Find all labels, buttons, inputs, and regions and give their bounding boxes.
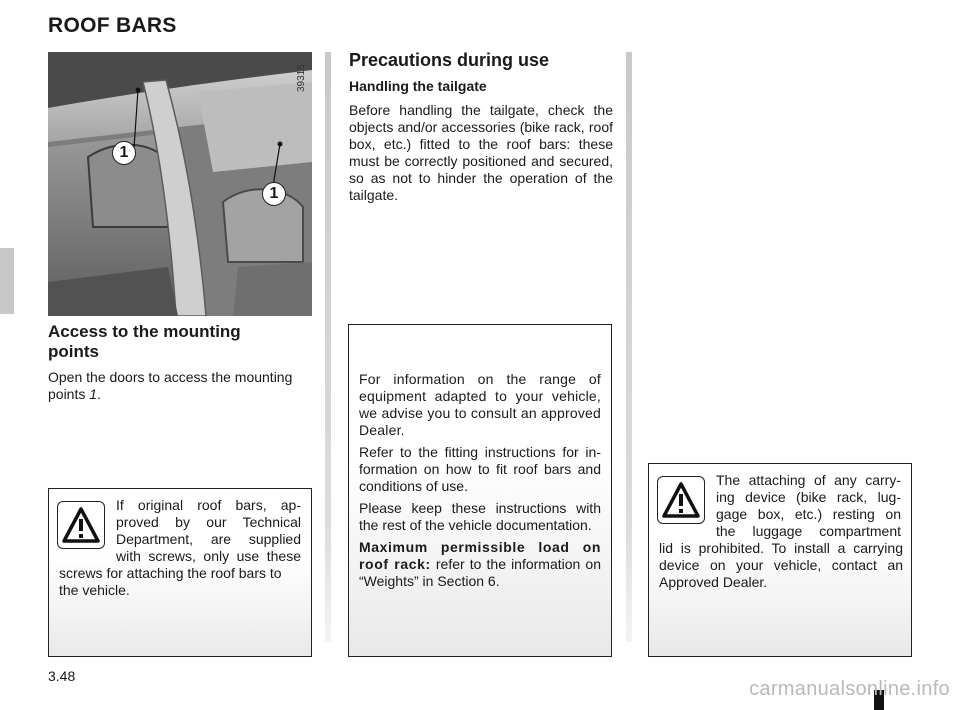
info-paragraph-load [359, 539, 601, 590]
warning-right-lines [716, 472, 901, 540]
load-label: Maximum permissible load on roof rack: [359, 539, 601, 572]
warning-left-lines [116, 497, 301, 565]
warning-right-line: gage box, etc.) resting on [716, 506, 901, 522]
warning-left-line: Department, are supplied [116, 531, 301, 547]
warning-box-left [48, 488, 312, 657]
watermark: carmanualsonline.info [749, 678, 950, 700]
access-section [48, 322, 318, 403]
access-heading [48, 322, 318, 362]
precautions-section [349, 50, 613, 204]
warning-right-rest: lid is prohibited. To install a carrying device on your vehicle, contact an Approved Dealer. [659, 540, 903, 590]
warning-right-line: ing device (bike rack, lug- [716, 489, 901, 505]
info-box-content [359, 371, 601, 590]
info-paragraph: Refer to the fitting instructions for information on how to fit roof bars and conditions of use. [359, 444, 601, 494]
info-paragraph: Please keep these instructions with the rest of the vehicle documentation. [359, 500, 601, 533]
warning-triangle-icon [657, 476, 705, 524]
warning-triangle-icon [57, 501, 105, 549]
info-box [348, 324, 612, 657]
section-tab-marker [0, 248, 14, 314]
callout-marker: 1 [262, 182, 286, 206]
access-body-end: . [97, 386, 101, 402]
tailgate-body: Before handling the tailgate, check the objects and/or accessories (bike rack, roof box, etc.) fitted to the roof bars: these must be correctly positioned and secured, so as not to hinder the operation of the tailgate. [349, 102, 613, 203]
precautions-heading: Precautions during use [349, 50, 550, 70]
tailgate-subheading: Handling the tailgate [349, 78, 487, 94]
access-heading-line1: Access to the mounting [48, 322, 241, 341]
column-divider-left [325, 52, 331, 642]
access-body-text: Open the doors to access the mounting points [48, 369, 293, 402]
access-body [48, 369, 318, 403]
warning-left-line: with screws, only use these [116, 548, 301, 564]
load-text: refer to the information on “Weights” in Section 6. [359, 556, 601, 589]
access-body-ref: 1 [89, 386, 98, 402]
warning-right-line: the luggage compartment [716, 523, 901, 539]
warning-left-line: If original roof bars, ap- [116, 497, 301, 513]
access-heading-line2: points [48, 342, 99, 361]
warning-box-right [648, 463, 912, 657]
image-reference-code: 39315 [296, 64, 307, 92]
page-number: 3.48 [48, 668, 76, 684]
warning-left-line: proved by our Technical [116, 514, 301, 530]
info-paragraph: For information on the range of equipment adapted to your vehicle, we advise you to consult an approved Dealer. [359, 371, 601, 438]
callout-marker: 1 [112, 141, 136, 165]
page-title: ROOF BARS [48, 14, 177, 37]
warning-left-rest: screws for attaching the roof bars to the vehicle. [59, 565, 282, 598]
warning-right-line: The attaching of any carry- [716, 472, 901, 488]
column-divider-right [626, 52, 632, 642]
